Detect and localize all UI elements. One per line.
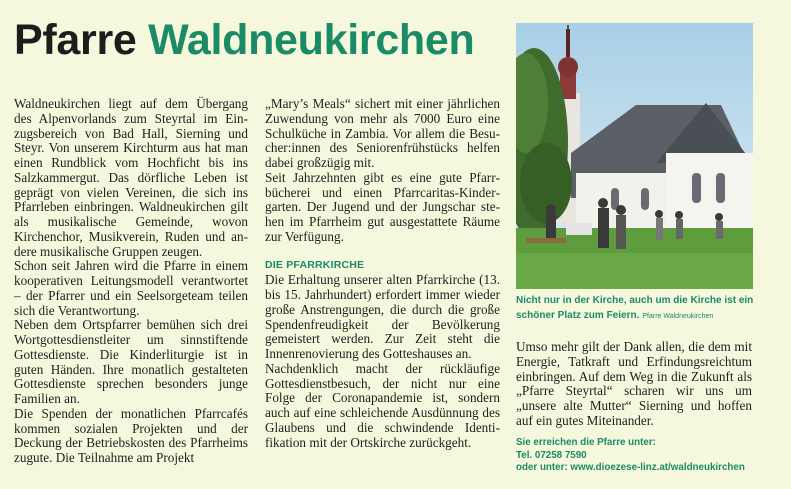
section-heading: DIE PFARRKIRCHE (265, 258, 365, 271)
paragraph: Waldneukirchen liegt auf dem Übergang des Alpenvorlands zum Steyrtal im Einzugsbereich von Bad Hall, Sierning und Steyr. Von unserem Kirchturm aus hat man einen Rundblick vom Hochficht bis ins Salzkammergut. Das dörfliche Leben ist geprägt von vielen Vereinen, die sich ins Pfarrleben einbringen. Waldneukirchen gilt als musikalische Gemeinde, wovon Kirchenchor, Musikverein, Ruden und andere musikalische Gruppen zeugen. (14, 96, 248, 259)
article-column-3 (516, 340, 752, 429)
page-title (14, 14, 474, 66)
paragraph: Umso mehr gilt der Dank allen, die dem mit Energie, Tatkraft und Erfindungsreichtum einbringen. Auf dem Weg in die Zukunft als „Pfarre Steyrtal“ scharen wir uns um „unsere alte Mutter“ Sierning und hoffen auf ein gutes Miteinander. (516, 339, 752, 428)
caption-text: Nicht nur in der Kirche, auch um die Kirche ist ein schöner Platz zum Feiern. (516, 295, 754, 321)
contact-box (516, 437, 776, 475)
photo-credit: Pfarre Waldneukirchen (642, 313, 714, 320)
article-column-2 (265, 97, 500, 450)
paragraph: Die Erhaltung unserer alten Pfarrkirche (13. bis 15. Jahrhundert) erfordert immer wieder große Anstrengungen, die durch die große Spendenfreudigkeit der Bevölkerung gemeistert werden. Zur Zeit steht die Innenrenovierung des Gotteshauses an. (265, 272, 500, 361)
contact-web: oder unter: www.dioezese-linz.at/waldneukirchen (516, 462, 745, 473)
paragraph: Seit Jahrzehnten gibt es eine gute Pfarrbücherei und einen Pfarrcaritas-Kindergarten. Der Jugend und der Jungschar stehen im Pfarrheim gut ausgestattete Räume zur Verfügung. (265, 169, 500, 244)
paragraph: Nachdenklich macht der rückläufige Gottesdienstbesuch, der nicht nur eine Folge der Coronapandemie ist, sondern auch auf eine schleichende Ausdünnung des Glaubens und die schwindende Identifikation mit der Ortskirche zurückgeht. (265, 360, 500, 450)
title-part-2: Waldneukirchen (148, 16, 475, 64)
church-photo (516, 23, 753, 289)
paragraph: Schon seit Jahren wird die Pfarre in einem kooperativen Leitungsmodell verantwortet – der Pfarrer und ein Seelsorgeteam teilen sich die Verantwortung. (14, 258, 248, 318)
contact-heading: Sie erreichen die Pfarre unter: (516, 437, 656, 448)
photo-caption (516, 293, 754, 324)
paragraph: „Mary’s Meals“ sichert mit einer jährlichen Zuwendung von mehr als 7000 Euro eine Schulküche in Zambia. Vor allem die Besucher:innen des Seniorenfrühstücks helfen dabei großzügig mit. (265, 96, 500, 170)
paragraph: Die Spenden der monatlichen Pfarrcafés kommen sozialen Projekten und der Deckung der Betriebskosten des Pfarrheims zugute. Die Teilnahme am Projekt (14, 405, 248, 465)
contact-phone: Tel. 07258 7590 (516, 449, 587, 461)
paragraph: Neben dem Ortspfarrer bemühen sich drei Wortgottesdienstleiter um sinnstiftende Gottesdienste. Die Kinderliturgie ist in guten Händen. Ihre monatlich gestalteten Gottesdienste sprechen besonders junge Familien an. (14, 317, 248, 406)
title-part-1: Pfarre (14, 16, 137, 64)
church-illustration (516, 23, 753, 289)
article-column-1 (14, 97, 248, 466)
